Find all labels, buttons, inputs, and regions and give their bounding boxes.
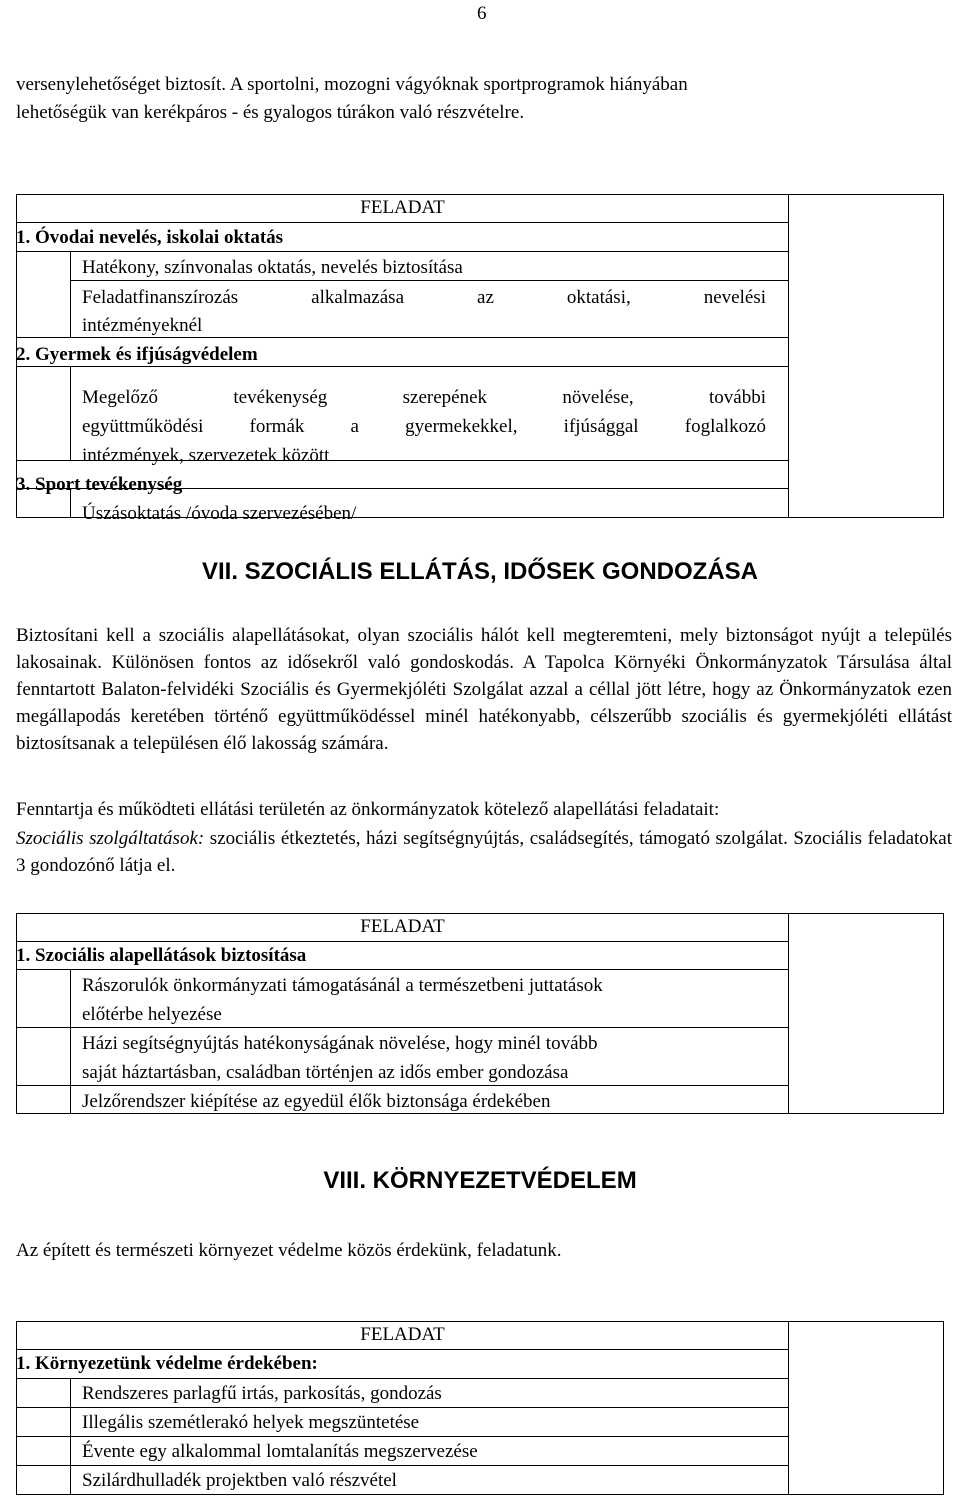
task-header: FELADAT	[360, 197, 445, 218]
task-item: Szilárdhulladék projektben való részvétel	[82, 1470, 397, 1491]
page-number: 6	[477, 3, 487, 24]
body-paragraph	[16, 825, 952, 879]
section-heading: VII. SZOCIÁLIS ELLÁTÁS, IDŐSEK GONDOZÁSA	[201, 558, 759, 585]
indent-cell	[17, 1379, 71, 1408]
task-item: Évente egy alkalommal lomtalanítás megszervezése	[82, 1441, 478, 1462]
task-item: Rendszeres parlagfű irtás, parkosítás, gondozás	[82, 1383, 442, 1404]
indent-cell	[17, 970, 71, 1028]
task-item: Jelzőrendszer kiépítése az egyedül élők biztonsága érdekében	[82, 1091, 551, 1112]
section-title: 3. Sport tevékenység	[16, 474, 183, 495]
section-title: 1. Szociális alapellátások biztosítása	[16, 945, 307, 966]
task-header: FELADAT	[360, 916, 445, 937]
right-empty-column	[789, 914, 944, 1114]
task-item-continuation: előtérbe helyezése	[82, 1004, 222, 1025]
indent-cell	[17, 367, 71, 461]
task-item-continuation: intézményeknél	[82, 315, 203, 336]
indent-cell	[17, 1028, 71, 1086]
task-item-continuation: saját háztartásban, családban történjen az idős ember gondozása	[82, 1062, 569, 1083]
task-item: Úszásoktatás /óvoda szervezésében/	[82, 503, 357, 524]
body-paragraph: Az épített és természeti környezet védelme közös érdekünk, feladatunk.	[16, 1240, 562, 1261]
right-empty-column	[789, 195, 944, 518]
body-paragraph: Fenntartja és működteti ellátási területén az önkormányzatok kötelező alapellátási feladatait:	[16, 799, 720, 820]
task-item-continuation: együttműködési formák a gyermekekkel, ifjúsággal foglalkozó	[82, 416, 766, 437]
indent-cell	[17, 252, 71, 281]
right-empty-column	[789, 1322, 944, 1495]
section-title: 1. Környezetünk védelme érdekében:	[16, 1353, 318, 1374]
indent-cell	[17, 1437, 71, 1466]
paragraph-text: szociális étkeztetés, házi segítségnyújtás, családsegítés, támogató szolgálat. Szociális feladatokat 3 gondozónő látja el.	[16, 828, 952, 876]
body-paragraph: Biztosítani kell a szociális alapellátásokat, olyan szociális hálót kell megteremteni, mely biztonságot nyújt a település lakosainak. Különösen fontos az idősekről való gondoskodás. A Tapolca Környéki Önkormányzatok Társulása által fenntartott Balaton-felvidéki Szociális és Gyermekjóléti Szolgálat azzal a céllal jött létre, hogy az Önkormányzatok ezen megállapodás keretében történő együttműködéssel minél hatékonyabb, célszerűbb szociális és gyermekjóléti ellátást biztosítsanak a településen élő lakosság számára.	[16, 625, 952, 754]
task-item: Hatékony, színvonalas oktatás, nevelés biztosítása	[82, 257, 463, 278]
indent-cell	[17, 1408, 71, 1437]
section-title: 1. Óvodai nevelés, iskolai oktatás	[16, 227, 284, 248]
task-item: Házi segítségnyújtás hatékonyságának növelése, hogy minél tovább	[82, 1033, 598, 1054]
intro-line-1: versenylehetőséget biztosít. A sportolni, mozogni vágyóknak sportprogramok hiányában	[16, 74, 688, 95]
task-item: Feladatfinanszírozás alkalmazása az oktatási, nevelési	[82, 287, 766, 308]
task-item: Rászorulók önkormányzati támogatásánál a természetbeni juttatások	[82, 975, 603, 996]
indent-cell	[17, 281, 71, 338]
indent-cell	[17, 1466, 71, 1495]
italic-term: Szociális szolgáltatások:	[16, 828, 205, 849]
section-heading: VIII. KÖRNYEZETVÉDELEM	[323, 1167, 637, 1194]
indent-cell	[17, 1086, 71, 1114]
task-item: Illegális szemétlerakó helyek megszüntetése	[82, 1412, 420, 1433]
intro-line-2: lehetőségük van kerékpáros - és gyalogos túrákon való részvételre.	[16, 102, 525, 123]
task-item: Megelőző tevékenység szerepének növelése, további	[82, 387, 766, 408]
section-title: 2. Gyermek és ifjúságvédelem	[16, 344, 258, 365]
task-header: FELADAT	[360, 1324, 445, 1345]
task-item-continuation: intézmények, szervezetek között	[82, 445, 330, 466]
